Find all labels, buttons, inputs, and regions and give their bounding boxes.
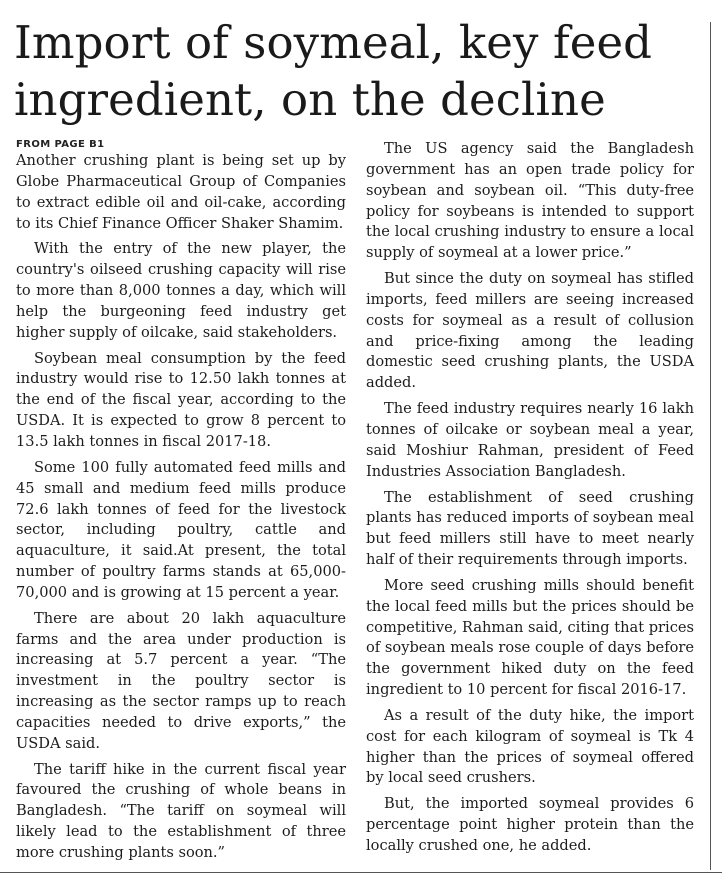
headline-line-1: Import of soymeal, key feed: [14, 16, 653, 69]
paragraph: As a result of the duty hike, the import cost for each kilogram of soymeal is Tk 4 higher than the prices of soymeal offered by local seed crushers.: [366, 706, 694, 787]
paragraph: But, the imported soymeal provides 6 percentage point higher protein than the locally crushed one, he added.: [366, 795, 694, 854]
headline-line-2: ingredient, on the decline: [14, 73, 606, 126]
right-column: [366, 139, 694, 862]
paragraph: Some 100 fully automated feed mills and 45 small and medium feed mills produce 72.6 lakh tonnes of feed for the livestock sector, including poultry, cattle and aquaculture, it said.At present, the total number of poultry farms stands at 65,000-70,000 and is growing at 15 percent a year.: [16, 458, 346, 601]
headline: [14, 14, 704, 128]
paragraph: Another crushing plant is being set up by Globe Pharmaceutical Group of Companies to extract edible oil and oil-cake, according to its Chief Finance Officer Shaker Shamim.: [16, 152, 346, 232]
paragraph: More seed crushing mills should benefit the local feed mills but the prices should be competitive, Rahman said, citing that prices of soybean meals rose couple of days before the government hiked duty on the feed ingredient to 10 percent for fiscal 2016-17.: [366, 576, 694, 699]
paragraph: Soybean meal consumption by the feed industry would rise to 12.50 lakh tonnes at the end of the fiscal year, according to the USDA. It is expected to grow 8 percent to 13.5 lakh tonnes in fiscal 2017-18.: [16, 349, 346, 450]
left-column: [16, 138, 346, 869]
paragraph: The establishment of seed crushing plants has reduced imports of soybean meal but feed millers still have to meet nearly half of their requirements through imports.: [366, 488, 694, 569]
paragraph: The tariff hike in the current fiscal year favoured the crushing of whole beans in Bangladesh. “The tariff on soymeal will likely lead to the establishment of three more crushing plants soon.”: [16, 760, 346, 861]
from-page-label: FROM PAGE B1: [16, 139, 105, 150]
paragraph: But since the duty on soymeal has stifled imports, feed millers are seeing increased costs for soymeal as a result of collusion and price-fixing among the leading domestic seed crushing plants, the USDA added.: [366, 270, 694, 392]
paragraph: With the entry of the new player, the country's oilseed crushing capacity will rise to more than 8,000 tonnes a day, which will help the burgeoning feed industry get higher supply of oilcake, said stakeholders.: [16, 240, 346, 341]
bottom-rule: [0, 872, 722, 873]
paragraph: There are about 20 lakh aquaculture farms and the area under production is increasing at 5.7 percent a year. “The investment in the poultry sector is increasing as the sector ramps up to reach capacities needed to drive exports,” the USDA said.: [16, 609, 346, 752]
paragraph: The US agency said the Bangladesh government has an open trade policy for soybean and soybean oil. “This duty-free policy for soybeans is intended to support the local crushing industry to ensure a local supply of soymeal at a lower price.”: [366, 140, 694, 262]
column-rule: [710, 22, 711, 870]
paragraph: The feed industry requires nearly 16 lakh tonnes of oilcake or soybean meal a year, said Moshiur Rahman, president of Feed Industries Association Bangladesh.: [366, 400, 694, 480]
